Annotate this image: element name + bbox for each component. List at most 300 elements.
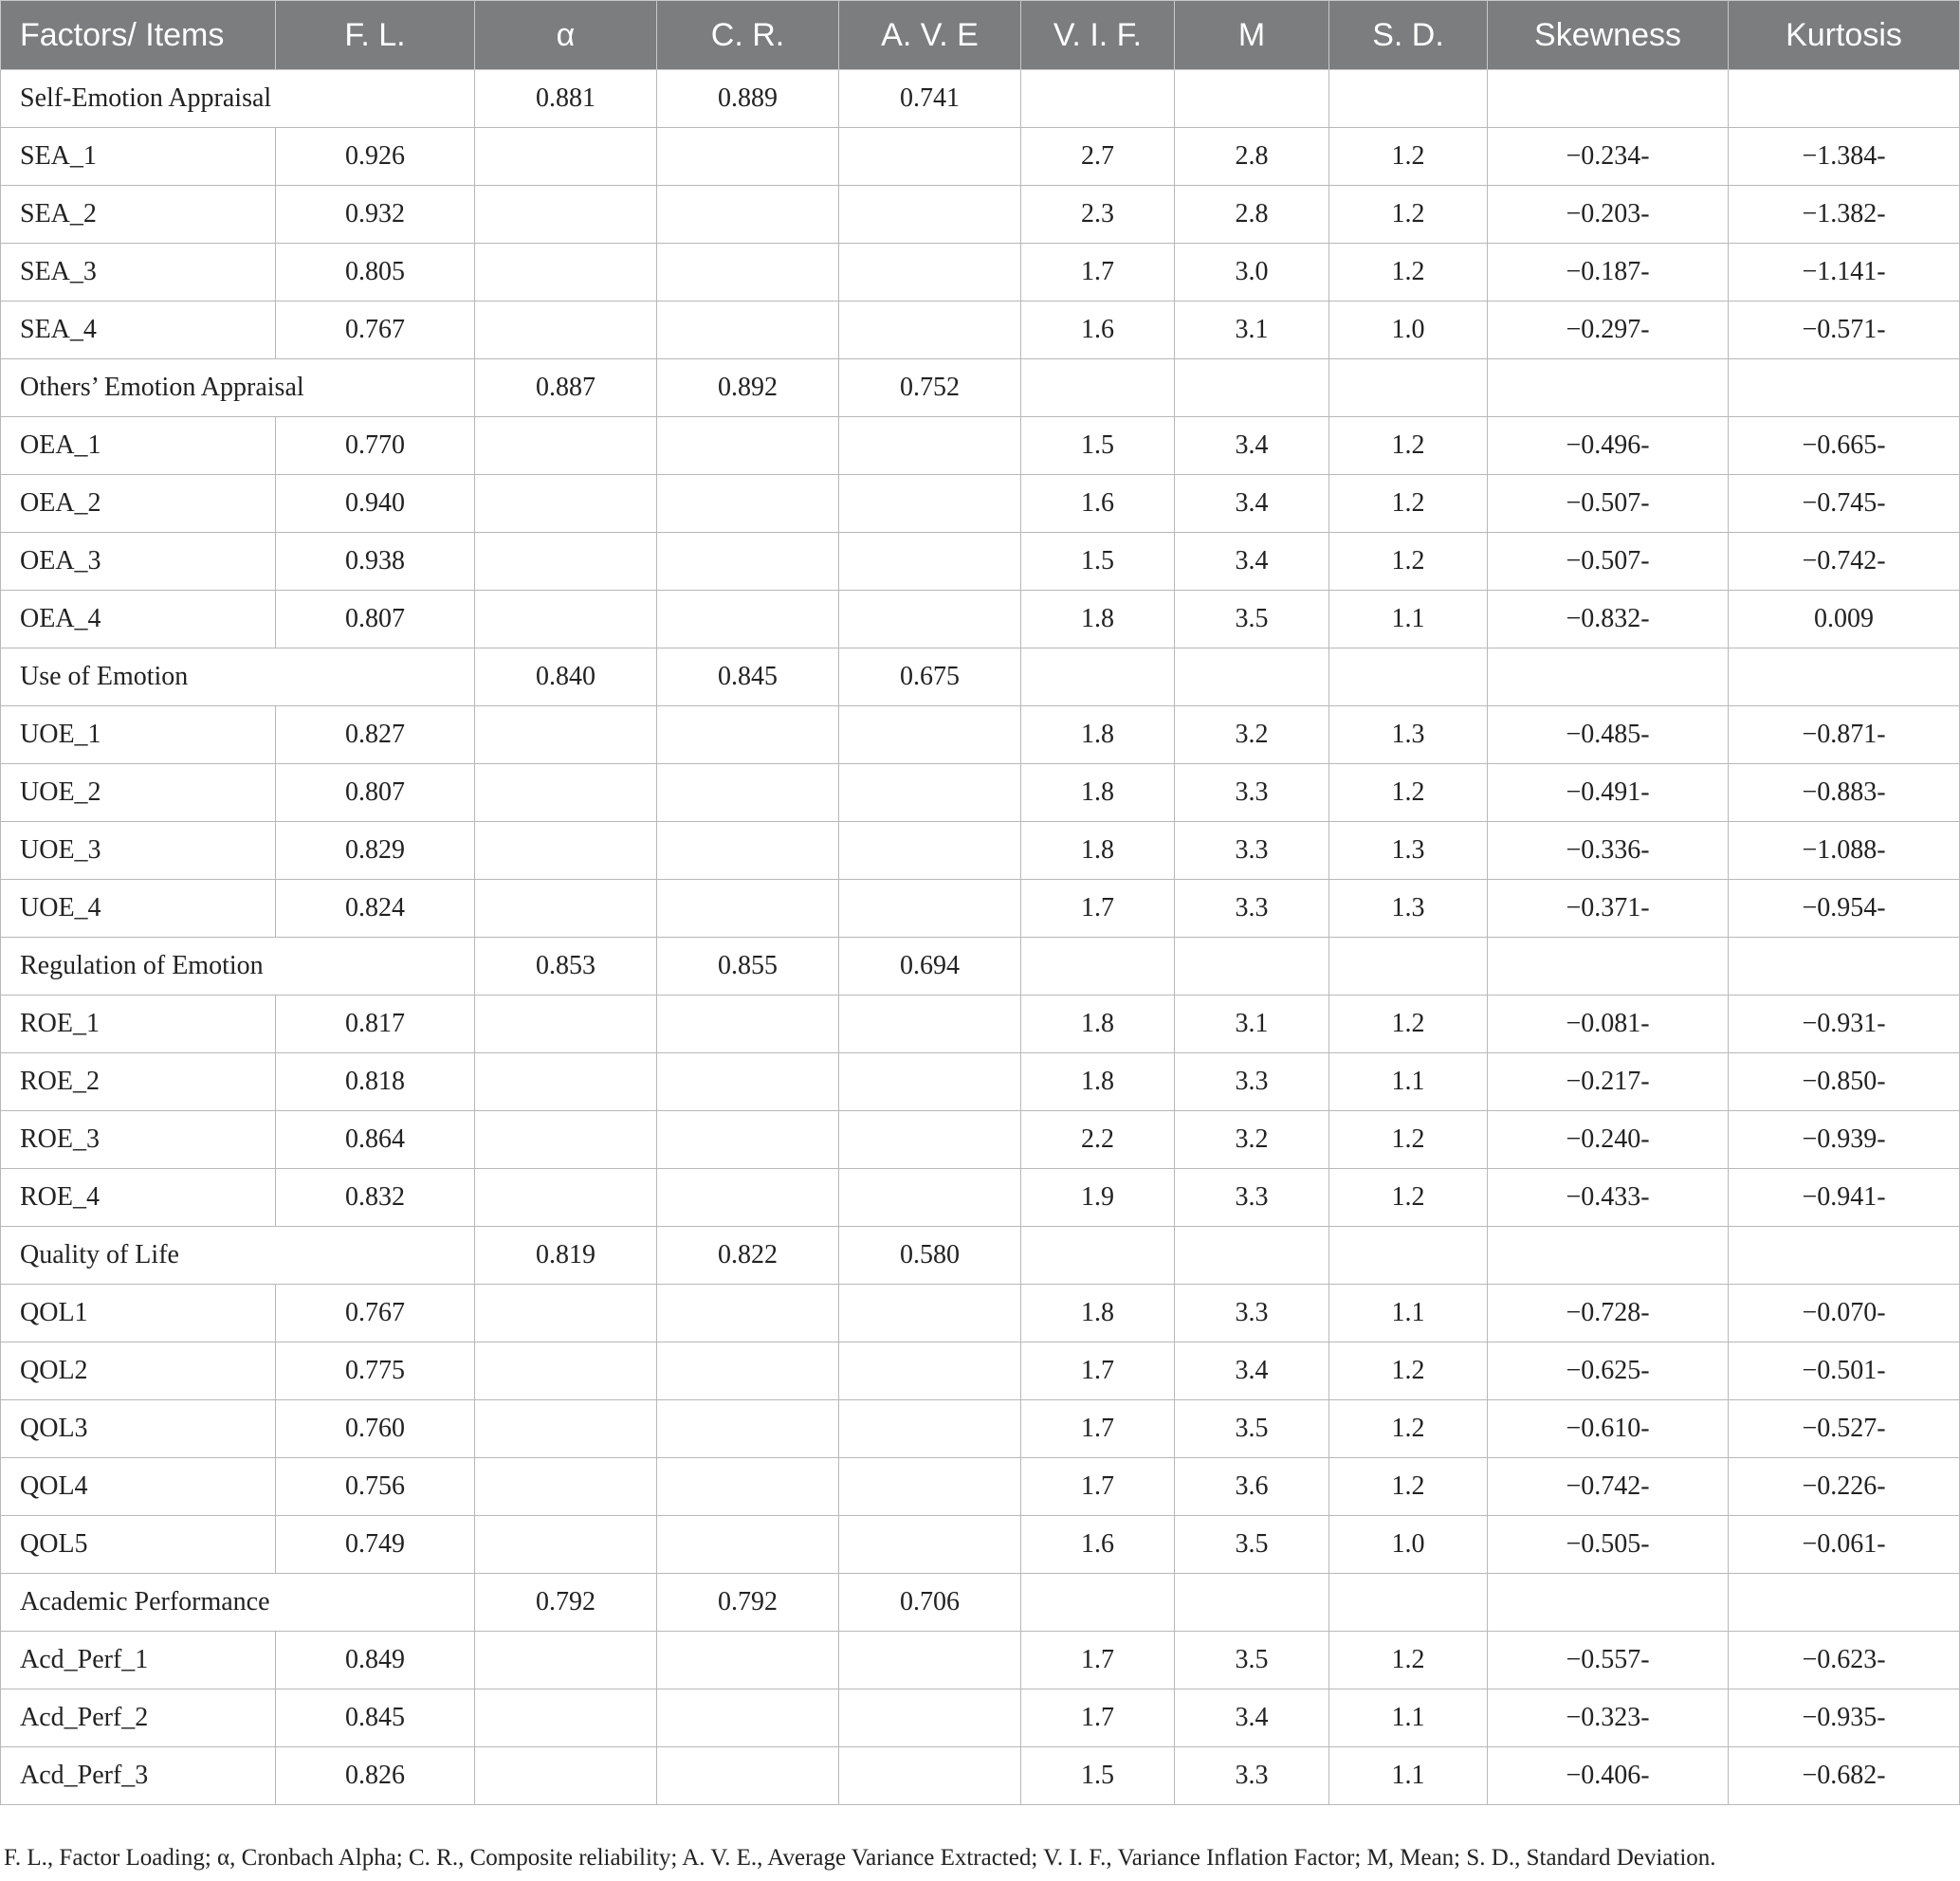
empty-cell [839,995,1021,1053]
col-header-skewness: Skewness [1488,1,1729,70]
col-header-sd: S. D. [1329,1,1488,70]
empty-cell [475,822,657,880]
skewness-value: −0.505- [1488,1516,1729,1574]
col-header-alpha: α [475,1,657,70]
skewness-value: −0.371- [1488,880,1729,938]
item-row [1,128,1960,186]
empty-cell [475,417,657,475]
mean-value: 3.1 [1175,995,1329,1053]
empty-cell [475,533,657,591]
item-row [1,186,1960,244]
empty-cell [475,186,657,244]
item-name: OEA_1 [1,417,276,475]
skewness-value: −0.625- [1488,1342,1729,1400]
item-row [1,822,1960,880]
mean-value: 3.5 [1175,1632,1329,1689]
vif-value: 1.5 [1021,1747,1175,1805]
table-body [1,70,1960,1805]
empty-cell [475,880,657,938]
sd-value: 1.2 [1329,128,1488,186]
col-header-composite-reliability: C. R. [657,1,839,70]
item-name: UOE_4 [1,880,276,938]
alpha-value: 0.840 [475,648,657,706]
ave-value: 0.706 [839,1574,1021,1632]
empty-cell [839,706,1021,764]
empty-cell [475,1111,657,1169]
empty-cell [839,1632,1021,1689]
skewness-value: −0.217- [1488,1053,1729,1111]
empty-cell [475,1400,657,1458]
vif-value: 1.7 [1021,1689,1175,1747]
factor-loading-value: 0.938 [276,533,475,591]
sd-value: 1.1 [1329,1053,1488,1111]
vif-value: 1.7 [1021,1400,1175,1458]
empty-cell [475,995,657,1053]
vif-value: 1.8 [1021,706,1175,764]
kurtosis-value: −0.931- [1729,995,1960,1053]
factor-loading-value: 0.940 [276,475,475,533]
empty-cell [839,1053,1021,1111]
mean-value: 3.5 [1175,1400,1329,1458]
empty-cell [839,1169,1021,1227]
vif-value: 1.5 [1021,417,1175,475]
mean-value: 3.3 [1175,1285,1329,1342]
empty-cell [1488,1574,1729,1632]
empty-cell [1729,359,1960,417]
item-name: OEA_2 [1,475,276,533]
kurtosis-value: −0.935- [1729,1689,1960,1747]
empty-cell [657,706,839,764]
kurtosis-value: −0.226- [1729,1458,1960,1516]
skewness-value: −0.742- [1488,1458,1729,1516]
empty-cell [1175,938,1329,995]
mean-value: 2.8 [1175,128,1329,186]
item-name: ROE_2 [1,1053,276,1111]
item-row [1,301,1960,359]
factor-loading-value: 0.864 [276,1111,475,1169]
sd-value: 1.2 [1329,995,1488,1053]
sd-value: 1.2 [1329,764,1488,822]
kurtosis-value: −1.382- [1729,186,1960,244]
item-row [1,706,1960,764]
factor-loading-value: 0.767 [276,1285,475,1342]
empty-cell [657,1689,839,1747]
vif-value: 1.6 [1021,475,1175,533]
factor-loading-value: 0.767 [276,301,475,359]
item-row [1,1053,1960,1111]
mean-value: 3.0 [1175,244,1329,301]
empty-cell [839,880,1021,938]
cr-value: 0.845 [657,648,839,706]
item-row [1,417,1960,475]
factor-group-row [1,359,1960,417]
item-row [1,533,1960,591]
cr-value: 0.892 [657,359,839,417]
empty-cell [657,995,839,1053]
empty-cell [1488,359,1729,417]
col-header-ave: A. V. E [839,1,1021,70]
factor-name: Academic Performance [1,1574,475,1632]
empty-cell [475,244,657,301]
vif-value: 1.7 [1021,880,1175,938]
col-header-factors-items: Factors/ Items [1,1,276,70]
kurtosis-value: −0.850- [1729,1053,1960,1111]
empty-cell [839,417,1021,475]
factor-group-row [1,648,1960,706]
item-name: UOE_1 [1,706,276,764]
vif-value: 1.8 [1021,995,1175,1053]
empty-cell [839,1458,1021,1516]
kurtosis-value: −0.939- [1729,1111,1960,1169]
factor-loading-value: 0.826 [276,1747,475,1805]
skewness-value: −0.323- [1488,1689,1729,1747]
empty-cell [1175,359,1329,417]
empty-cell [475,1342,657,1400]
item-row [1,475,1960,533]
vif-value: 1.8 [1021,1285,1175,1342]
empty-cell [657,533,839,591]
kurtosis-value: −0.745- [1729,475,1960,533]
item-name: QOL4 [1,1458,276,1516]
sd-value: 1.0 [1329,1516,1488,1574]
item-name: SEA_4 [1,301,276,359]
cr-value: 0.792 [657,1574,839,1632]
ave-value: 0.694 [839,938,1021,995]
sd-value: 1.2 [1329,186,1488,244]
empty-cell [839,128,1021,186]
vif-value: 1.7 [1021,1632,1175,1689]
empty-cell [657,475,839,533]
sd-value: 1.0 [1329,301,1488,359]
kurtosis-value: −0.682- [1729,1747,1960,1805]
factor-loading-value: 0.832 [276,1169,475,1227]
item-row [1,1111,1960,1169]
kurtosis-value: −0.571- [1729,301,1960,359]
empty-cell [657,822,839,880]
item-name: OEA_4 [1,591,276,648]
item-row [1,1169,1960,1227]
skewness-value: −0.507- [1488,533,1729,591]
mean-value: 3.3 [1175,822,1329,880]
factor-group-row [1,70,1960,128]
sd-value: 1.3 [1329,706,1488,764]
alpha-value: 0.881 [475,70,657,128]
empty-cell [1329,359,1488,417]
skewness-value: −0.610- [1488,1400,1729,1458]
cr-value: 0.855 [657,938,839,995]
sd-value: 1.2 [1329,417,1488,475]
empty-cell [1488,70,1729,128]
empty-cell [1175,1574,1329,1632]
factor-loading-value: 0.829 [276,822,475,880]
skewness-value: −0.406- [1488,1747,1729,1805]
cr-value: 0.889 [657,70,839,128]
factor-loading-value: 0.775 [276,1342,475,1400]
empty-cell [657,186,839,244]
empty-cell [475,591,657,648]
item-row [1,1747,1960,1805]
item-name: Acd_Perf_2 [1,1689,276,1747]
factor-group-row [1,1227,1960,1285]
sd-value: 1.3 [1329,880,1488,938]
item-name: ROE_3 [1,1111,276,1169]
kurtosis-value: −0.527- [1729,1400,1960,1458]
empty-cell [839,475,1021,533]
vif-value: 1.7 [1021,1342,1175,1400]
empty-cell [657,764,839,822]
item-name: QOL3 [1,1400,276,1458]
skewness-value: −0.187- [1488,244,1729,301]
empty-cell [1729,1227,1960,1285]
col-header-kurtosis: Kurtosis [1729,1,1960,70]
item-name: OEA_3 [1,533,276,591]
header-row [1,1,1960,70]
sd-value: 1.2 [1329,1632,1488,1689]
skewness-value: −0.507- [1488,475,1729,533]
empty-cell [475,1053,657,1111]
ave-value: 0.752 [839,359,1021,417]
factor-loading-value: 0.749 [276,1516,475,1574]
skewness-value: −0.081- [1488,995,1729,1053]
empty-cell [1488,648,1729,706]
sd-value: 1.1 [1329,591,1488,648]
empty-cell [475,1689,657,1747]
mean-value: 3.3 [1175,1053,1329,1111]
item-row [1,244,1960,301]
factor-loading-value: 0.849 [276,1632,475,1689]
skewness-value: −0.832- [1488,591,1729,648]
alpha-value: 0.819 [475,1227,657,1285]
empty-cell [657,244,839,301]
cr-value: 0.822 [657,1227,839,1285]
factor-group-row [1,938,1960,995]
vif-value: 1.7 [1021,1458,1175,1516]
empty-cell [657,1516,839,1574]
item-name: Acd_Perf_1 [1,1632,276,1689]
sd-value: 1.2 [1329,1400,1488,1458]
alpha-value: 0.853 [475,938,657,995]
mean-value: 3.5 [1175,1516,1329,1574]
kurtosis-value: −1.384- [1729,128,1960,186]
factor-loading-value: 0.824 [276,880,475,938]
empty-cell [657,1285,839,1342]
empty-cell [475,706,657,764]
item-row [1,1516,1960,1574]
empty-cell [475,1632,657,1689]
item-name: UOE_2 [1,764,276,822]
item-name: QOL5 [1,1516,276,1574]
sd-value: 1.2 [1329,1342,1488,1400]
item-name: SEA_1 [1,128,276,186]
empty-cell [1175,1227,1329,1285]
alpha-value: 0.792 [475,1574,657,1632]
empty-cell [1175,70,1329,128]
sd-value: 1.3 [1329,822,1488,880]
empty-cell [839,186,1021,244]
factor-name: Use of Emotion [1,648,475,706]
empty-cell [1729,70,1960,128]
kurtosis-value: −1.088- [1729,822,1960,880]
kurtosis-value: −0.070- [1729,1285,1960,1342]
mean-value: 3.4 [1175,533,1329,591]
item-name: ROE_4 [1,1169,276,1227]
item-row [1,1689,1960,1747]
empty-cell [1329,1227,1488,1285]
skewness-value: −0.557- [1488,1632,1729,1689]
empty-cell [1021,70,1175,128]
factor-loading-value: 0.817 [276,995,475,1053]
empty-cell [1488,938,1729,995]
item-name: ROE_1 [1,995,276,1053]
item-row [1,1400,1960,1458]
empty-cell [657,591,839,648]
mean-value: 3.3 [1175,1747,1329,1805]
vif-value: 1.9 [1021,1169,1175,1227]
empty-cell [839,822,1021,880]
col-header-factor-loading: F. L. [276,1,475,70]
factor-loading-value: 0.827 [276,706,475,764]
table-footnote: F. L., Factor Loading; α, Cronbach Alpha; C. R., Composite reliability; A. V. E., Average Variance Extracted; V. I. F., Variance Inflation Factor; M, Mean; S. D., Standard Deviation. [4,1845,1716,1871]
vif-value: 1.8 [1021,822,1175,880]
col-header-vif: V. I. F. [1021,1,1175,70]
skewness-value: −0.485- [1488,706,1729,764]
kurtosis-value: −0.941- [1729,1169,1960,1227]
empty-cell [1329,70,1488,128]
skewness-value: −0.433- [1488,1169,1729,1227]
mean-value: 3.3 [1175,764,1329,822]
empty-cell [657,128,839,186]
sd-value: 1.2 [1329,475,1488,533]
empty-cell [657,1111,839,1169]
empty-cell [839,244,1021,301]
vif-value: 1.8 [1021,591,1175,648]
empty-cell [657,301,839,359]
empty-cell [475,301,657,359]
sd-value: 1.2 [1329,1169,1488,1227]
mean-value: 3.2 [1175,706,1329,764]
empty-cell [657,1632,839,1689]
skewness-value: −0.297- [1488,301,1729,359]
factor-loading-value: 0.818 [276,1053,475,1111]
ave-value: 0.675 [839,648,1021,706]
item-row [1,1285,1960,1342]
ave-value: 0.580 [839,1227,1021,1285]
item-name: SEA_2 [1,186,276,244]
empty-cell [839,1342,1021,1400]
mean-value: 3.1 [1175,301,1329,359]
vif-value: 2.7 [1021,128,1175,186]
empty-cell [839,764,1021,822]
empty-cell [1021,648,1175,706]
item-name: QOL1 [1,1285,276,1342]
empty-cell [839,1400,1021,1458]
mean-value: 3.6 [1175,1458,1329,1516]
col-header-mean: M [1175,1,1329,70]
empty-cell [475,1285,657,1342]
factor-loading-value: 0.760 [276,1400,475,1458]
factor-loading-value: 0.926 [276,128,475,186]
item-row [1,1342,1960,1400]
kurtosis-value: −0.623- [1729,1632,1960,1689]
item-row [1,1632,1960,1689]
empty-cell [657,1169,839,1227]
empty-cell [657,1342,839,1400]
factor-loading-value: 0.932 [276,186,475,244]
item-row [1,764,1960,822]
mean-value: 3.4 [1175,475,1329,533]
empty-cell [1729,648,1960,706]
vif-value: 1.8 [1021,764,1175,822]
mean-value: 3.4 [1175,1342,1329,1400]
item-row [1,995,1960,1053]
sd-value: 1.1 [1329,1285,1488,1342]
sd-value: 1.2 [1329,1458,1488,1516]
item-name: Acd_Perf_3 [1,1747,276,1805]
factor-name: Self-Emotion Appraisal [1,70,475,128]
sd-value: 1.2 [1329,244,1488,301]
kurtosis-value: −1.141- [1729,244,1960,301]
skewness-value: −0.234- [1488,128,1729,186]
factor-loading-value: 0.770 [276,417,475,475]
empty-cell [1329,1574,1488,1632]
factor-group-row [1,1574,1960,1632]
kurtosis-value: −0.061- [1729,1516,1960,1574]
empty-cell [839,533,1021,591]
empty-cell [475,1169,657,1227]
mean-value: 3.4 [1175,1689,1329,1747]
sd-value: 1.1 [1329,1689,1488,1747]
item-row [1,1458,1960,1516]
factor-loading-value: 0.807 [276,591,475,648]
empty-cell [475,128,657,186]
item-row [1,880,1960,938]
factor-name: Others’ Emotion Appraisal [1,359,475,417]
mean-value: 3.3 [1175,880,1329,938]
skewness-value: −0.240- [1488,1111,1729,1169]
vif-value: 1.8 [1021,1053,1175,1111]
empty-cell [1021,1227,1175,1285]
empty-cell [475,475,657,533]
factor-loading-value: 0.805 [276,244,475,301]
skewness-value: −0.496- [1488,417,1729,475]
empty-cell [657,1747,839,1805]
alpha-value: 0.887 [475,359,657,417]
mean-value: 2.8 [1175,186,1329,244]
vif-value: 2.2 [1021,1111,1175,1169]
factor-loading-value: 0.756 [276,1458,475,1516]
empty-cell [657,1053,839,1111]
empty-cell [839,1111,1021,1169]
sd-value: 1.1 [1329,1747,1488,1805]
empty-cell [839,1285,1021,1342]
empty-cell [1021,359,1175,417]
vif-value: 1.6 [1021,301,1175,359]
mean-value: 3.3 [1175,1169,1329,1227]
empty-cell [475,1458,657,1516]
factor-loading-value: 0.845 [276,1689,475,1747]
sd-value: 1.2 [1329,533,1488,591]
empty-cell [1175,648,1329,706]
empty-cell [1021,1574,1175,1632]
item-row [1,591,1960,648]
mean-value: 3.4 [1175,417,1329,475]
empty-cell [1729,1574,1960,1632]
factor-name: Quality of Life [1,1227,475,1285]
kurtosis-value: −0.501- [1729,1342,1960,1400]
empty-cell [475,1747,657,1805]
sd-value: 1.2 [1329,1111,1488,1169]
vif-value: 2.3 [1021,186,1175,244]
